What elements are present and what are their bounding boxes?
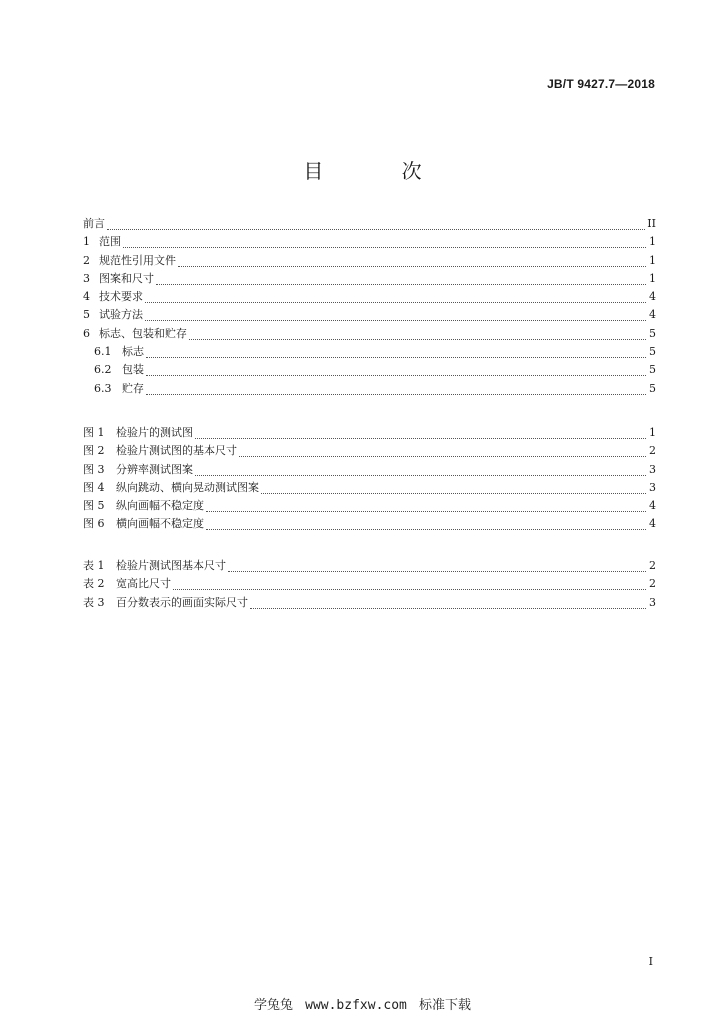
toc-entry-label: 纵向画幅不稳定度 bbox=[116, 499, 204, 513]
toc-entry-label: 前言 bbox=[83, 217, 105, 230]
toc-entry-label: 横向画幅不稳定度 bbox=[116, 517, 204, 531]
toc-entry-page: II bbox=[647, 217, 656, 230]
toc-subsection-entry[interactable] bbox=[83, 343, 656, 361]
document-code: JB/T 9427.7—2018 bbox=[547, 77, 655, 91]
toc-entry-label: 标志、包装和贮存 bbox=[99, 326, 187, 340]
toc-entry-page: 1 bbox=[649, 426, 656, 439]
toc-entry-label: 纵向跳动、横向晃动测试图案 bbox=[116, 480, 259, 494]
dot-leader bbox=[146, 382, 646, 395]
toc-entry-page: 4 bbox=[649, 517, 656, 531]
dot-leader bbox=[206, 517, 646, 530]
toc-entry-number: 表 1 bbox=[83, 559, 105, 572]
toc-entry-page: 2 bbox=[649, 577, 656, 591]
toc-entry-number: 2 bbox=[83, 253, 90, 267]
toc-section-entry[interactable] bbox=[83, 288, 656, 306]
toc-entry-number: 图 2 bbox=[83, 444, 105, 458]
toc-entry-page: 3 bbox=[649, 462, 656, 476]
dot-leader bbox=[156, 272, 646, 285]
dot-leader bbox=[173, 577, 646, 590]
toc-section-entry[interactable] bbox=[83, 215, 656, 233]
toc-entry-page: 1 bbox=[649, 271, 656, 285]
toc-entry-label: 百分数表示的画面实际尺寸 bbox=[116, 595, 248, 609]
dot-leader bbox=[123, 235, 646, 248]
footer-site-name: 学兔兔 bbox=[253, 998, 293, 1013]
toc-entry-number: 图 1 bbox=[83, 426, 105, 439]
toc-entry-number: 图 3 bbox=[83, 462, 105, 476]
toc-table-entry[interactable] bbox=[83, 575, 656, 593]
toc-figure-entry[interactable] bbox=[83, 479, 656, 497]
toc-entry-number: 3 bbox=[83, 271, 90, 285]
toc-entry-number: 图 6 bbox=[83, 517, 105, 531]
dot-leader bbox=[195, 463, 646, 476]
toc-entry-page: 5 bbox=[649, 326, 656, 340]
toc-figure-entry[interactable] bbox=[83, 515, 656, 533]
toc-entry-page: 5 bbox=[649, 363, 656, 377]
toc-entry-label: 宽高比尺寸 bbox=[116, 577, 171, 591]
toc-entry-page: 1 bbox=[649, 235, 656, 249]
toc-table-entry[interactable] bbox=[83, 594, 656, 612]
toc-subsection-entry[interactable] bbox=[83, 361, 656, 379]
toc-entry-page: 3 bbox=[649, 480, 656, 494]
dot-leader bbox=[146, 363, 646, 376]
dot-leader bbox=[250, 596, 646, 609]
toc-entry-page: 4 bbox=[649, 499, 656, 513]
toc-figure-entry[interactable] bbox=[83, 442, 656, 460]
toc-entry-label: 检验片的测试图 bbox=[116, 426, 193, 439]
dot-leader bbox=[239, 444, 646, 457]
toc-table-entry[interactable] bbox=[83, 557, 656, 575]
toc-entry-page: 5 bbox=[649, 345, 656, 359]
footer-watermark bbox=[0, 994, 725, 1013]
dot-leader bbox=[178, 254, 646, 267]
toc-entry-page: 4 bbox=[649, 290, 656, 304]
page-title: 目 次 bbox=[303, 159, 458, 183]
toc-figure-entry[interactable] bbox=[83, 497, 656, 515]
toc-section-entry[interactable] bbox=[83, 306, 656, 324]
page-number: I bbox=[648, 955, 653, 968]
toc-entry-label: 规范性引用文件 bbox=[99, 253, 176, 267]
dot-leader bbox=[145, 290, 646, 303]
toc-section-entry[interactable] bbox=[83, 270, 656, 288]
toc-entry-page: 1 bbox=[649, 253, 656, 267]
toc-entry-number: 6.2 bbox=[94, 363, 112, 377]
dot-leader bbox=[107, 217, 645, 230]
toc-section-entry[interactable] bbox=[83, 325, 656, 343]
toc-subsection-entry[interactable] bbox=[83, 380, 656, 398]
toc-entry-number: 6.3 bbox=[94, 381, 112, 395]
toc-entry-number: 4 bbox=[83, 290, 90, 304]
toc-entry-label: 图案和尺寸 bbox=[99, 271, 154, 285]
toc-entry-label: 分辨率测试图案 bbox=[116, 462, 193, 476]
dot-leader bbox=[146, 345, 646, 358]
toc-entry-label: 包装 bbox=[122, 363, 144, 377]
dot-leader bbox=[195, 426, 646, 439]
toc-sections bbox=[83, 215, 656, 398]
dot-leader bbox=[261, 481, 646, 494]
toc-tables bbox=[83, 557, 656, 612]
toc-entry-number: 图 4 bbox=[83, 480, 105, 494]
toc-figure-entry[interactable] bbox=[83, 424, 656, 442]
toc-entry-number: 表 3 bbox=[83, 595, 105, 609]
toc-entry-label: 检验片测试图基本尺寸 bbox=[116, 559, 226, 572]
toc-entry-page: 4 bbox=[649, 308, 656, 322]
toc-entry-number: 1 bbox=[83, 235, 90, 249]
footer-url[interactable]: www.bzfxw.com bbox=[305, 998, 407, 1013]
dot-leader bbox=[206, 499, 646, 512]
toc-entry-number: 6.1 bbox=[94, 345, 112, 359]
toc-entry-page: 2 bbox=[649, 559, 656, 572]
toc-entry-label: 标志 bbox=[122, 345, 144, 359]
toc-entry-label: 技术要求 bbox=[99, 290, 143, 304]
toc-entry-page: 2 bbox=[649, 444, 656, 458]
toc-entry-page: 5 bbox=[649, 381, 656, 395]
toc-entry-page: 3 bbox=[649, 595, 656, 609]
toc-entry-label: 检验片测试图的基本尺寸 bbox=[116, 444, 237, 458]
toc-section-entry[interactable] bbox=[83, 233, 656, 251]
toc-entry-label: 范围 bbox=[99, 235, 121, 249]
dot-leader bbox=[228, 559, 646, 572]
toc-entry-number: 5 bbox=[83, 308, 90, 322]
footer-label: 标准下载 bbox=[419, 998, 472, 1013]
toc-entry-label: 贮存 bbox=[122, 381, 144, 395]
toc-figures bbox=[83, 424, 656, 534]
dot-leader bbox=[145, 308, 646, 321]
dot-leader bbox=[189, 327, 646, 340]
toc-section-entry[interactable] bbox=[83, 252, 656, 270]
toc-figure-entry[interactable] bbox=[83, 461, 656, 479]
toc-entry-number: 图 5 bbox=[83, 499, 105, 513]
toc-entry-label: 试验方法 bbox=[99, 308, 143, 322]
toc-entry-number: 表 2 bbox=[83, 577, 105, 591]
toc-entry-number: 6 bbox=[83, 326, 90, 340]
